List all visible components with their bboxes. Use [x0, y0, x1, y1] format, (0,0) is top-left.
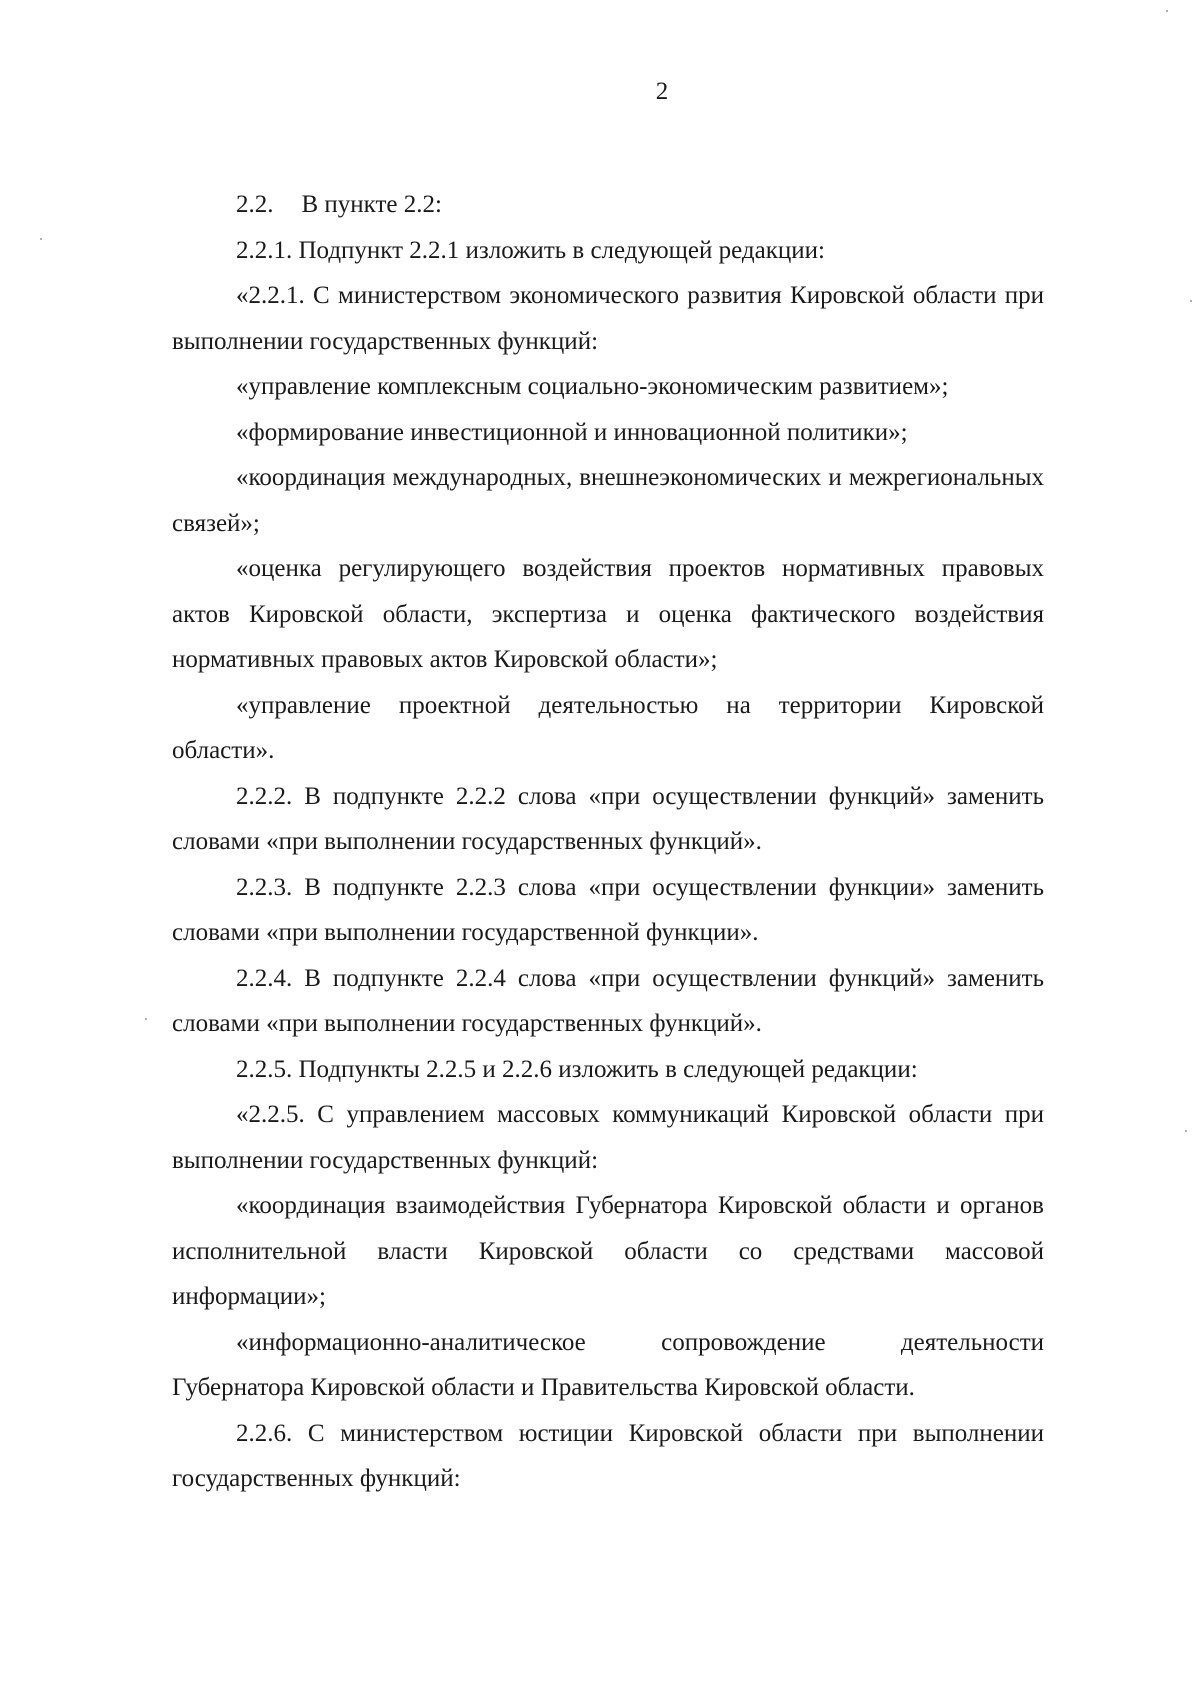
scan-speck: [1166, 10, 1168, 12]
paragraph: «информационно-аналитическое сопровождение деятельности Губернатора Кировской области и Правительства Кировской области.: [172, 1328, 1044, 1401]
paragraph: 2.2.4. В подпункте 2.2.4 слова «при осуществлении функций» заменить словами «при выполнении государственных функций».: [172, 964, 1044, 1037]
scan-speck: [40, 238, 42, 240]
scan-speck: [1185, 1130, 1187, 1132]
paragraph: «2.2.5. С управлением массовых коммуникаций Кировской области при выполнении государственных функций:: [172, 1101, 1044, 1174]
page-number: 2: [655, 78, 669, 105]
paragraph: «оценка регулирующего воздействия проектов нормативных правовых актов Кировской области, экспертиза и оценка фактического воздействия нормативных правовых актов Кировской области»;: [172, 555, 1044, 673]
paragraph: «управление проектной деятельностью на территории Кировской области».: [172, 691, 1044, 764]
paragraph: 2.2.2. В подпункте 2.2.2 слова «при осуществлении функций» заменить словами «при выполнении государственных функций».: [172, 782, 1044, 855]
paragraph-2-2-heading: [172, 182, 1044, 228]
paragraph: «управление комплексным социально-экономическим развитием»;: [236, 373, 949, 400]
paragraph: 2.2.5. Подпункты 2.2.5 и 2.2.6 изложить в следующей редакции:: [236, 1055, 918, 1083]
paragraph: «2.2.1. С министерством экономического развития Кировской области при выполнении государственных функций:: [172, 282, 1044, 355]
scan-speck: [145, 1018, 147, 1020]
paragraph: «координация международных, внешнеэкономических и межрегиональных связей»;: [172, 464, 1044, 537]
clause-heading-text: В пункте 2.2:: [301, 191, 442, 218]
scan-speck: [1190, 300, 1192, 302]
paragraph: «координация взаимодействия Губернатора Кировской области и органов исполнительной власти Кировской области со средствами массовой информации»;: [172, 1192, 1044, 1310]
paragraph: 2.2.6. С министерством юстиции Кировской области при выполнении государственных функций:: [172, 1419, 1044, 1492]
document-body: [172, 182, 1044, 1502]
paragraph: 2.2.1. Подпункт 2.2.1 изложить в следующей редакции:: [236, 236, 825, 264]
clause-number: 2.2.: [236, 191, 274, 218]
paragraph: 2.2.3. В подпункте 2.2.3 слова «при осуществлении функции» заменить словами «при выполнении государственной функции».: [172, 873, 1044, 946]
paragraph: «формирование инвестиционной и инновационной политики»;: [236, 418, 908, 446]
